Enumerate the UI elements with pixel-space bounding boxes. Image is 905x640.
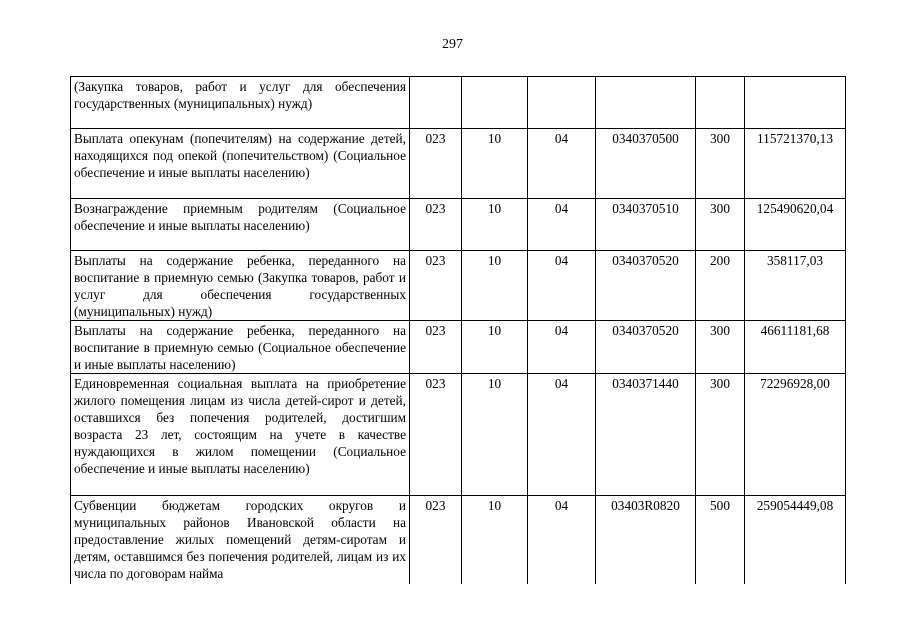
table-row bbox=[71, 129, 846, 199]
grbs-code-cell bbox=[410, 77, 462, 129]
table-row bbox=[71, 496, 846, 584]
expense-type-cell: 300 bbox=[696, 374, 745, 496]
expense-type-cell: 300 bbox=[696, 199, 745, 251]
amount-cell: 72296928,00 bbox=[745, 374, 846, 496]
amount-cell: 46611181,68 bbox=[745, 321, 846, 374]
row-description: Единовременная социальная выплата на приобретение жилого помещения лицам из числа детей-сирот и детей, оставшихся без попечения родителей, достигшим возраста 23 лет, состоящим на учете в качестве нуждающихся в жилом помещении (Социальное обеспечение и иные выплаты населению) bbox=[71, 374, 410, 496]
subsection-code-cell: 04 bbox=[528, 321, 596, 374]
grbs-code-cell: 023 bbox=[410, 251, 462, 321]
subsection-code-cell: 04 bbox=[528, 496, 596, 584]
amount-cell: 125490620,04 bbox=[745, 199, 846, 251]
target-article-cell: 03403R0820 bbox=[596, 496, 696, 584]
row-description: Выплаты на содержание ребенка, переданного на воспитание в приемную семью (Закупка товаров, работ и услуг для обеспечения государственных (муниципальных) нужд) bbox=[71, 251, 410, 321]
budget-table bbox=[70, 76, 846, 584]
section-code-cell bbox=[462, 77, 528, 129]
page-number: 297 bbox=[442, 37, 463, 52]
table-row bbox=[71, 374, 846, 496]
target-article-cell: 0340371440 bbox=[596, 374, 696, 496]
subsection-code-cell: 04 bbox=[528, 251, 596, 321]
subsection-code-cell: 04 bbox=[528, 199, 596, 251]
target-article-cell: 0340370500 bbox=[596, 129, 696, 199]
subsection-code-cell: 04 bbox=[528, 129, 596, 199]
section-code-cell: 10 bbox=[462, 199, 528, 251]
expense-type-cell: 200 bbox=[696, 251, 745, 321]
target-article-cell: 0340370520 bbox=[596, 321, 696, 374]
amount-cell: 115721370,13 bbox=[745, 129, 846, 199]
subsection-code-cell: 04 bbox=[528, 374, 596, 496]
grbs-code-cell: 023 bbox=[410, 199, 462, 251]
grbs-code-cell: 023 bbox=[410, 496, 462, 584]
table-row bbox=[71, 199, 846, 251]
expense-type-cell: 300 bbox=[696, 321, 745, 374]
section-code-cell: 10 bbox=[462, 496, 528, 584]
amount-cell: 259054449,08 bbox=[745, 496, 846, 584]
section-code-cell: 10 bbox=[462, 251, 528, 321]
amount-cell: 358117,03 bbox=[745, 251, 846, 321]
target-article-cell: 0340370520 bbox=[596, 251, 696, 321]
table-row bbox=[71, 251, 846, 321]
row-description: Выплата опекунам (попечителям) на содержание детей, находящихся под опекой (попечительством) (Социальное обеспечение и иные выплаты населению) bbox=[71, 129, 410, 199]
row-description: Вознаграждение приемным родителям (Социальное обеспечение и иные выплаты населению) bbox=[71, 199, 410, 251]
table-row bbox=[71, 321, 846, 374]
expense-type-cell: 300 bbox=[696, 129, 745, 199]
target-article-cell: 0340370510 bbox=[596, 199, 696, 251]
row-description: Субвенции бюджетам городских округов и муниципальных районов Ивановской области на предоставление жилых помещений детям-сиротам и детям, оставшимся без попечения родителей, лицам из их числа по договорам найма bbox=[71, 496, 410, 584]
section-code-cell: 10 bbox=[462, 374, 528, 496]
section-code-cell: 10 bbox=[462, 321, 528, 374]
target-article-cell bbox=[596, 77, 696, 129]
row-description: Выплаты на содержание ребенка, переданного на воспитание в приемную семью (Социальное обеспечение и иные выплаты населению) bbox=[71, 321, 410, 374]
row-description: (Закупка товаров, работ и услуг для обеспечения государственных (муниципальных) нужд) bbox=[71, 77, 410, 129]
table-row bbox=[71, 77, 846, 129]
grbs-code-cell: 023 bbox=[410, 321, 462, 374]
section-code-cell: 10 bbox=[462, 129, 528, 199]
grbs-code-cell: 023 bbox=[410, 129, 462, 199]
expense-type-cell: 500 bbox=[696, 496, 745, 584]
grbs-code-cell: 023 bbox=[410, 374, 462, 496]
expense-type-cell bbox=[696, 77, 745, 129]
budget-table-body bbox=[71, 77, 846, 584]
subsection-code-cell bbox=[528, 77, 596, 129]
amount-cell bbox=[745, 77, 846, 129]
